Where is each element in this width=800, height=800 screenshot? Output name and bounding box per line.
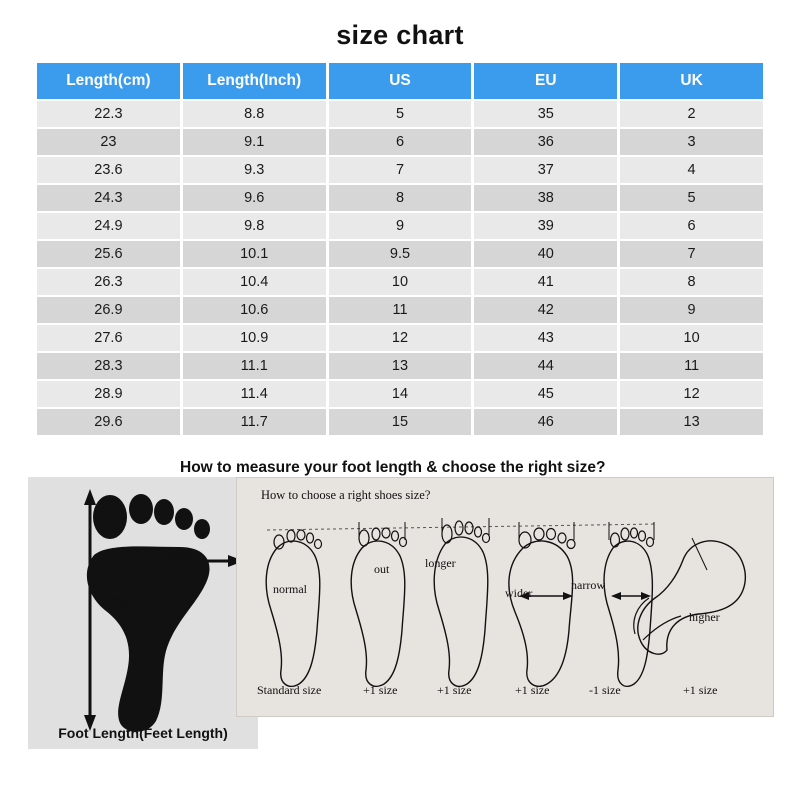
label-normal: normal <box>273 582 307 596</box>
cell-uk: 5 <box>620 185 763 211</box>
cell-length-inch: 11.7 <box>183 409 326 435</box>
label-minus1-narrow: -1 size <box>589 683 621 697</box>
cell-us: 15 <box>329 409 472 435</box>
footprint-panel <box>28 477 258 749</box>
cell-us: 8 <box>329 185 472 211</box>
table-row <box>37 409 763 435</box>
cell-length-cm: 28.9 <box>37 381 180 407</box>
label-narrow: narrow <box>571 578 605 592</box>
label-plus1-higher: +1 size <box>683 683 718 697</box>
column-header-us: US <box>329 63 472 99</box>
table-row <box>37 241 763 267</box>
label-plus1-longer: +1 size <box>437 683 472 697</box>
table-row <box>37 325 763 351</box>
table-row <box>37 353 763 379</box>
column-header-length-cm: Length(cm) <box>37 63 180 99</box>
cell-eu: 41 <box>474 269 617 295</box>
cell-us: 10 <box>329 269 472 295</box>
column-header-length-inch: Length(Inch) <box>183 63 326 99</box>
cell-uk: 2 <box>620 101 763 127</box>
table-row <box>37 297 763 323</box>
cell-length-cm: 23.6 <box>37 157 180 183</box>
foot-outline-normal <box>266 530 321 686</box>
cell-length-cm: 26.9 <box>37 297 180 323</box>
foot-outline-wider <box>509 522 575 686</box>
label-plus1-wider: +1 size <box>515 683 550 697</box>
cell-uk: 6 <box>620 213 763 239</box>
size-table <box>34 61 766 437</box>
foot-outline-narrow <box>604 522 654 686</box>
table-header-row <box>37 63 763 99</box>
cell-uk: 10 <box>620 325 763 351</box>
cell-length-inch: 8.8 <box>183 101 326 127</box>
cell-length-inch: 9.3 <box>183 157 326 183</box>
cell-us: 14 <box>329 381 472 407</box>
cell-us: 5 <box>329 101 472 127</box>
cell-length-inch: 11.4 <box>183 381 326 407</box>
cell-uk: 8 <box>620 269 763 295</box>
cell-us: 12 <box>329 325 472 351</box>
diagram-title: How to choose a right shoes size? <box>261 488 431 502</box>
column-header-uk: UK <box>620 63 763 99</box>
cell-length-inch: 9.6 <box>183 185 326 211</box>
cell-length-cm: 28.3 <box>37 353 180 379</box>
table-row <box>37 269 763 295</box>
footprint-length-label: Length <box>104 595 134 606</box>
foot-outline-longer <box>434 518 489 686</box>
label-longer: longer <box>425 556 456 570</box>
table-row <box>37 129 763 155</box>
cell-eu: 46 <box>474 409 617 435</box>
footprint-width-label: Width <box>168 549 194 560</box>
label-wider: wider <box>505 586 533 600</box>
cell-eu: 43 <box>474 325 617 351</box>
cell-eu: 45 <box>474 381 617 407</box>
cell-eu: 44 <box>474 353 617 379</box>
cell-us: 7 <box>329 157 472 183</box>
cell-length-inch: 11.1 <box>183 353 326 379</box>
cell-uk: 12 <box>620 381 763 407</box>
cell-eu: 35 <box>474 101 617 127</box>
cell-uk: 7 <box>620 241 763 267</box>
cell-eu: 36 <box>474 129 617 155</box>
cell-us: 11 <box>329 297 472 323</box>
cell-eu: 37 <box>474 157 617 183</box>
column-header-eu: EU <box>474 63 617 99</box>
cell-us: 6 <box>329 129 472 155</box>
label-out: out <box>374 562 390 576</box>
footprint-illustration <box>28 477 258 749</box>
cell-uk: 13 <box>620 409 763 435</box>
cell-length-cm: 29.6 <box>37 409 180 435</box>
cell-length-inch: 9.8 <box>183 213 326 239</box>
size-table-body <box>37 101 763 435</box>
howto-heading: How to measure your foot length & choose the right size? <box>180 459 606 476</box>
size-table-container <box>34 61 766 437</box>
cell-length-inch: 9.1 <box>183 129 326 155</box>
cell-uk: 3 <box>620 129 763 155</box>
cell-length-cm: 27.6 <box>37 325 180 351</box>
cell-us: 9.5 <box>329 241 472 267</box>
table-row <box>37 381 763 407</box>
cell-length-cm: 22.3 <box>37 101 180 127</box>
cell-eu: 42 <box>474 297 617 323</box>
size-table-head <box>37 63 763 99</box>
measurement-section <box>0 459 800 759</box>
cell-us: 13 <box>329 353 472 379</box>
label-standard-size: Standard size <box>257 683 322 697</box>
cell-eu: 40 <box>474 241 617 267</box>
shoe-size-diagram-panel <box>236 477 774 717</box>
cell-eu: 39 <box>474 213 617 239</box>
table-row <box>37 213 763 239</box>
cell-length-cm: 23 <box>37 129 180 155</box>
cell-eu: 38 <box>474 185 617 211</box>
cell-length-cm: 25.6 <box>37 241 180 267</box>
cell-length-inch: 10.6 <box>183 297 326 323</box>
cell-length-inch: 10.1 <box>183 241 326 267</box>
page-title: size chart <box>336 20 464 50</box>
foot-outline-out <box>351 522 406 686</box>
table-row <box>37 157 763 183</box>
cell-length-inch: 10.4 <box>183 269 326 295</box>
cell-length-inch: 10.9 <box>183 325 326 351</box>
cell-uk: 9 <box>620 297 763 323</box>
table-row <box>37 185 763 211</box>
cell-length-cm: 24.9 <box>37 213 180 239</box>
label-plus1-out: +1 size <box>363 683 398 697</box>
cell-uk: 4 <box>620 157 763 183</box>
cell-length-cm: 24.3 <box>37 185 180 211</box>
footprint-caption: Foot Length(Feet Length) <box>58 725 228 741</box>
cell-us: 9 <box>329 213 472 239</box>
table-row <box>37 101 763 127</box>
cell-length-cm: 26.3 <box>37 269 180 295</box>
cell-uk: 11 <box>620 353 763 379</box>
label-higher: higher <box>689 610 720 624</box>
